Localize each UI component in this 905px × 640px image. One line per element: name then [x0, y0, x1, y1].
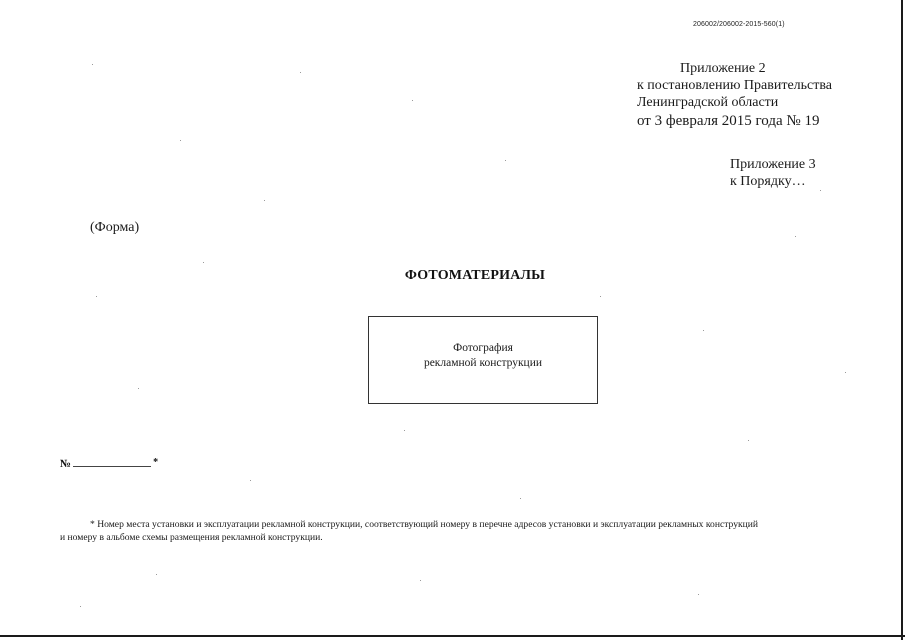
scan-speck [820, 190, 821, 191]
scan-speck [404, 430, 405, 431]
appendix-2-reference: к постановлению Правительства [637, 78, 833, 93]
number-field [60, 457, 158, 470]
scan-speck [412, 100, 413, 101]
scan-speck [703, 330, 704, 331]
appendix-2-header [637, 60, 877, 130]
appendix-3-header [730, 156, 816, 190]
scan-speck [600, 296, 601, 297]
appendix-2-date: от 3 февраля 2015 года № 19 [637, 113, 820, 129]
scan-speck [520, 498, 521, 499]
footnote-line-1: * Номер места установки и эксплуатации рекламной конструкции, соответствующий номеру в перечне адресов установки и эксплуатации рекламных конструкций [90, 519, 759, 530]
footnote [60, 518, 860, 544]
scan-speck [138, 388, 139, 389]
scan-speck [156, 574, 157, 575]
scan-speck [845, 372, 846, 373]
appendix-2-title: Приложение 2 [680, 61, 766, 76]
document-id: 206002/206002-2015-560(1) [693, 21, 785, 28]
number-sign: № [60, 458, 72, 470]
footnote-line-2: и номеру в альбоме схемы размещения рекламной конструкции. [60, 532, 323, 543]
photo-placeholder-caption [369, 341, 597, 371]
scan-edge-bottom [0, 635, 905, 637]
scan-speck [80, 606, 81, 607]
photo-caption-line-1: Фотография [453, 342, 513, 354]
scan-speck [300, 72, 301, 73]
appendix-3-reference: к Порядку… [730, 174, 806, 189]
scan-speck [698, 594, 699, 595]
photo-placeholder-box [368, 316, 598, 404]
scan-speck [180, 140, 181, 141]
scan-speck [505, 160, 506, 161]
scan-speck [420, 580, 421, 581]
scan-speck [92, 64, 93, 65]
scan-speck [264, 200, 265, 201]
appendix-3-title: Приложение 3 [730, 157, 816, 172]
number-blank-line [73, 457, 151, 467]
form-label: (Форма) [90, 220, 140, 235]
scan-edge-right [901, 0, 903, 640]
scan-speck [203, 262, 204, 263]
photo-caption-line-2: рекламной конструкции [423, 357, 543, 369]
scan-speck [96, 296, 97, 297]
scan-speck [795, 236, 796, 237]
scan-speck [748, 440, 749, 441]
page-title: ФОТОМАТЕРИАЛЫ [404, 268, 546, 283]
footnote-marker: * [153, 457, 159, 468]
appendix-2-region: Ленинградской области [637, 95, 779, 110]
scan-speck [250, 480, 251, 481]
